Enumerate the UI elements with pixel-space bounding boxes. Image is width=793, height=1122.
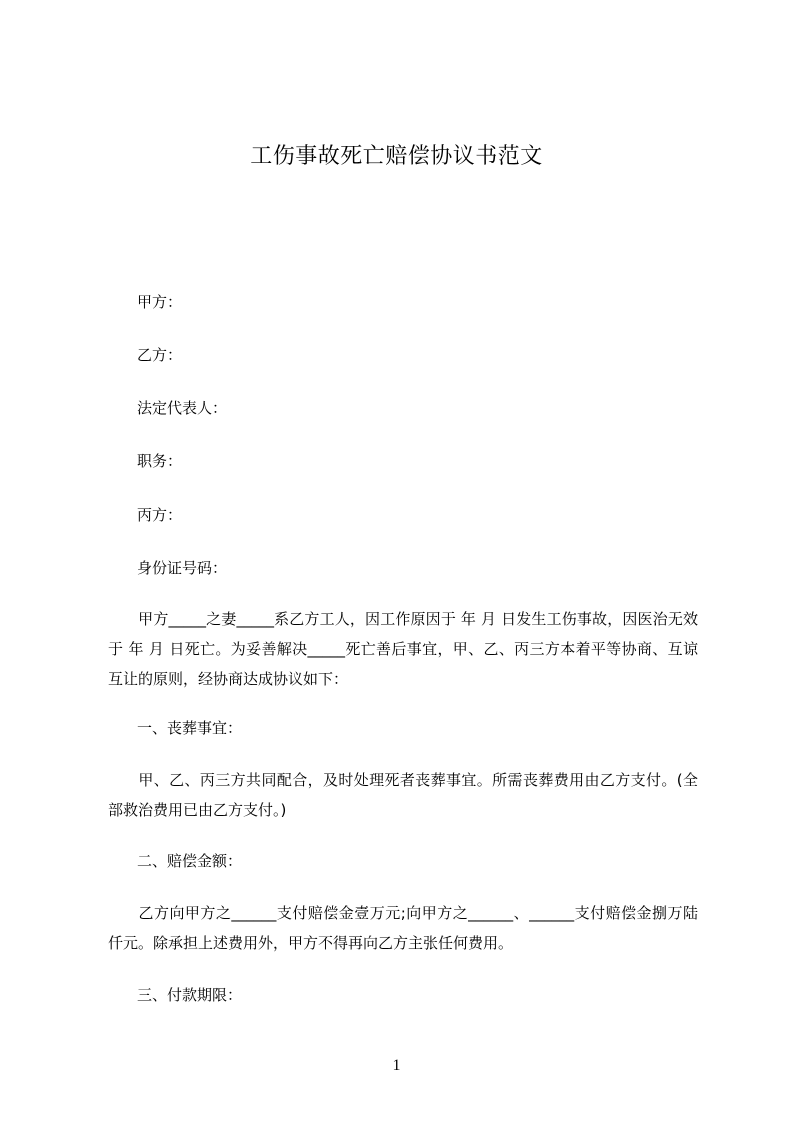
section-heading: 二、赔偿金额： bbox=[137, 852, 243, 870]
intro-paragraph bbox=[108, 604, 698, 694]
legal-representative-label: 法定代表人： bbox=[137, 399, 228, 417]
section-heading: 一、丧葬事宜： bbox=[137, 719, 243, 737]
party-a-label: 甲方： bbox=[137, 293, 183, 311]
position-label: 职务： bbox=[137, 452, 183, 470]
section-heading: 三、付款期限： bbox=[137, 986, 243, 1004]
section-body-text: 甲、乙、丙三方共同配合，及时处理死者丧葬事宜。所需丧葬费用由乙方支付。(全部救治费用已由乙方支付。) bbox=[108, 771, 698, 819]
page-number: 1 bbox=[392, 1057, 401, 1074]
document-title: 工伤事故死亡赔偿协议书范文 bbox=[250, 144, 543, 169]
intro-paragraph-text: 甲方_____之妻_____系乙方工人，因工作原因于 年 月 日发生工伤事故，因医治无效于 年 月 日死亡。为妥善解决_____死亡善后事宜，甲、乙、丙三方本着平等协商、互谅互让的原则，经协商达成协议如下： bbox=[108, 610, 698, 688]
party-c-label: 丙方： bbox=[137, 506, 183, 524]
id-number-label: 身份证号码： bbox=[137, 559, 228, 577]
section-body bbox=[108, 898, 698, 958]
party-b-label: 乙方： bbox=[137, 346, 183, 364]
section-body bbox=[108, 765, 698, 825]
section-body-text: 乙方向甲方之______支付赔偿金壹万元;向甲方之______、______支付赔偿金捌万陆仟元。除承担上述费用外，甲方不得再向乙方主张任何费用。 bbox=[108, 904, 698, 952]
